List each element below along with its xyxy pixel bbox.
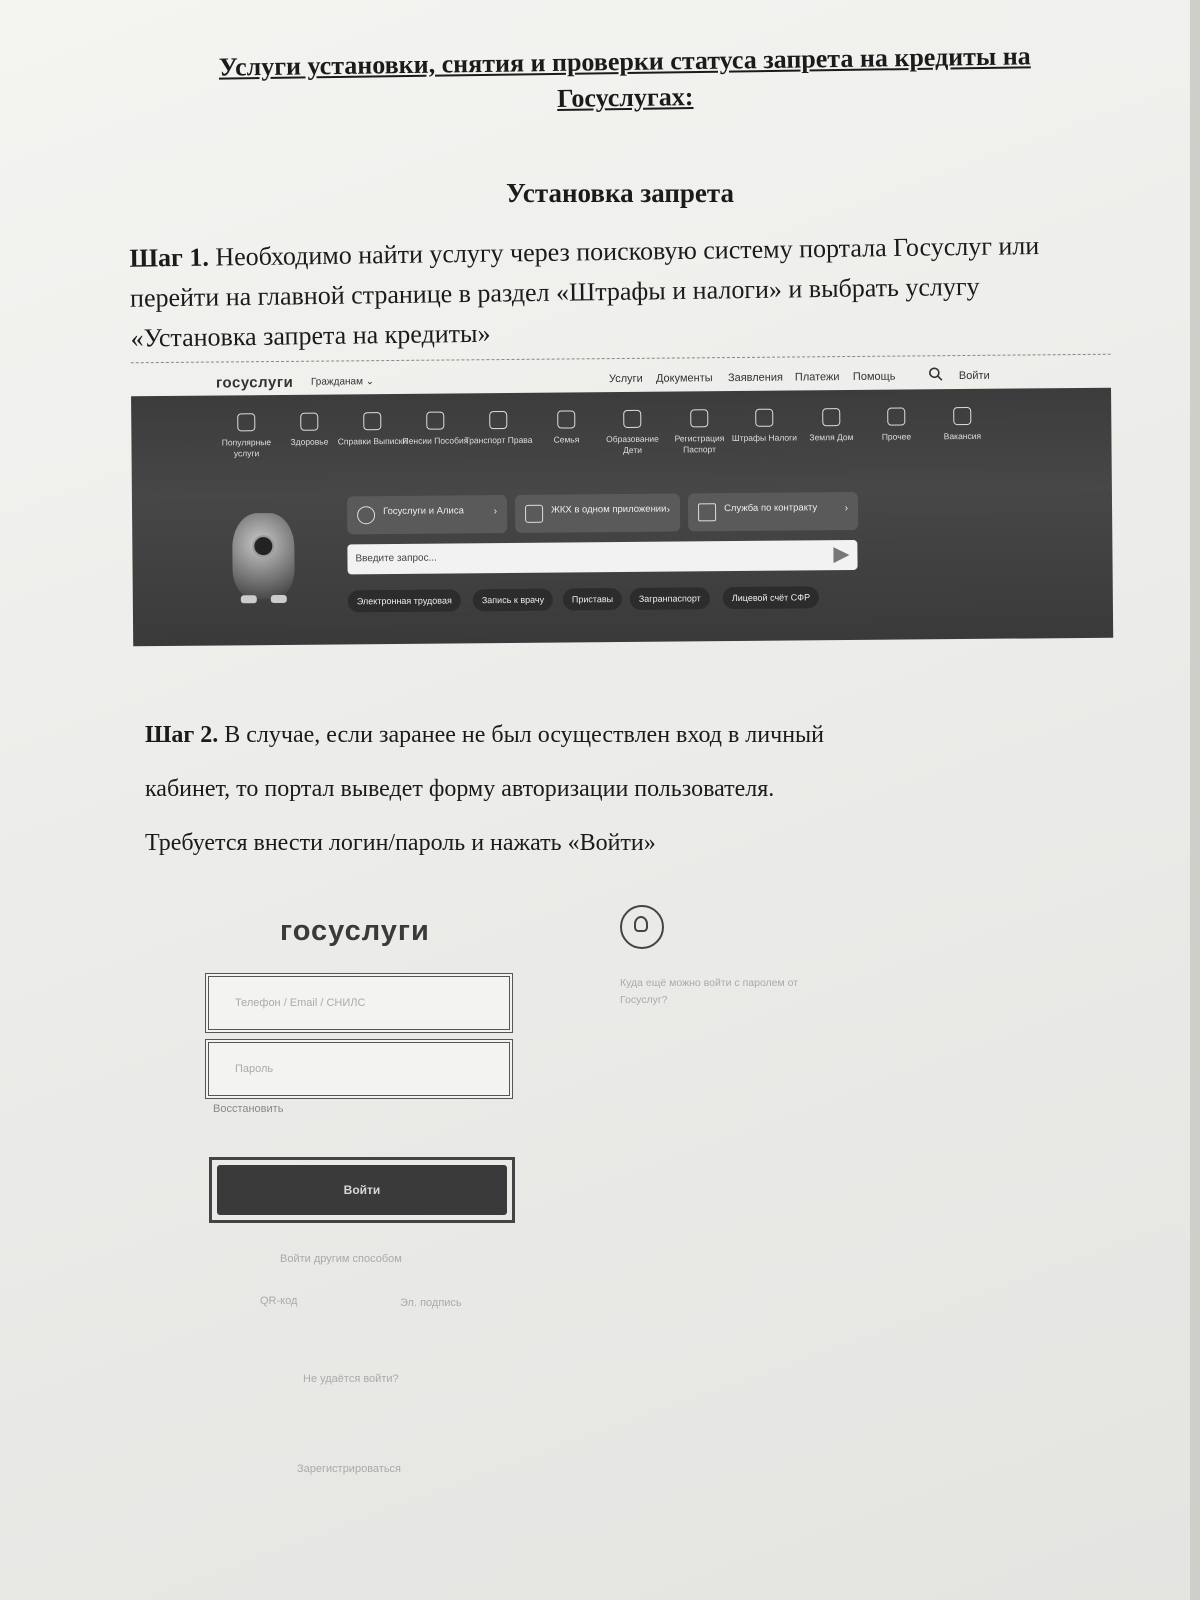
category-other[interactable]: Прочее (861, 407, 931, 443)
portal-logo[interactable]: госуслуги (215, 373, 294, 392)
e-signature-link[interactable]: Эл. подпись (400, 1297, 462, 1309)
restore-link[interactable]: Восстановить (213, 1103, 284, 1115)
nav-item-services[interactable]: Услуги (608, 372, 643, 386)
step-2-paragraph (145, 708, 1045, 870)
register-link[interactable]: Зарегистрироваться (297, 1463, 402, 1475)
step-1-paragraph (129, 225, 1091, 358)
heart-icon (237, 413, 255, 431)
grid-icon (887, 408, 905, 426)
folder-icon (363, 412, 381, 430)
robot-mascot-image (232, 513, 295, 600)
document-title: Услуги установки, снятия и проверки статуса запрета на кредиты на Госуслугах: (218, 41, 1031, 113)
portal-hero (131, 388, 1113, 647)
chip-bailiffs[interactable]: Приставы (563, 588, 622, 611)
plus-icon (300, 413, 318, 431)
category-land-house[interactable]: Земля Дом (796, 408, 866, 444)
chip-work-book[interactable]: Электронная трудовая (348, 589, 461, 612)
chip-doctor[interactable]: Запись к врачу (473, 589, 553, 612)
app-icon (525, 505, 543, 523)
password-field[interactable] (205, 1039, 513, 1099)
category-vacancy[interactable]: Вакансия (927, 407, 997, 443)
promo-contract-service[interactable]: Служба по контракту › (688, 492, 858, 531)
nav-item-help[interactable]: Помощь (852, 370, 896, 383)
login-button-frame (209, 1157, 515, 1223)
promo-housing[interactable]: ЖКХ в одном приложении › (515, 493, 680, 532)
step-1-text: Необходимо найти услугу через поисковую систему портала Госуслуг или перейти на главной странице в раздел «Штрафы и налоги» и выбрать услугу «Установка запрета на кредиты» (129, 231, 1040, 353)
chip-passport[interactable]: Загранпаспорт (630, 587, 710, 610)
portal-search-input[interactable] (347, 540, 857, 574)
other-way-link[interactable]: Войти другим способом (280, 1253, 402, 1265)
lightbulb-icon (620, 905, 664, 949)
send-icon[interactable] (833, 547, 849, 563)
search-icon[interactable] (928, 366, 944, 382)
search-placeholder: Введите запрос... (355, 552, 437, 565)
promo-alice[interactable]: Госуслуги и Алиса › (347, 495, 507, 534)
chevron-right-icon: › (844, 503, 849, 515)
login-screenshot (195, 895, 815, 1515)
chip-sfr-account[interactable]: Лицевой счёт СФР (723, 586, 819, 609)
house-icon (822, 408, 840, 426)
category-popular[interactable]: Популярные услуги (211, 413, 281, 460)
car-icon (489, 411, 507, 429)
qr-code-link[interactable]: QR-код (260, 1295, 298, 1307)
section-title: Установка запрета (506, 178, 734, 208)
chevron-right-icon: › (666, 504, 671, 516)
login-button[interactable]: Войти (217, 1165, 507, 1215)
stroller-icon (557, 410, 575, 428)
alice-icon (357, 506, 375, 524)
category-registration[interactable]: Регистрация Паспорт (664, 409, 734, 456)
portal-screenshot (131, 354, 1113, 653)
password-hint-link[interactable]: Куда ещё можно войти с паролем от Госуслуг? (620, 977, 799, 1006)
login-logo: госуслуги (280, 915, 430, 947)
nav-item-payments[interactable]: Платежи (794, 371, 840, 384)
book-icon (623, 410, 641, 428)
category-certificates[interactable]: Справки Выписки (337, 412, 407, 448)
chevron-right-icon: › (493, 506, 498, 518)
login-placeholder: Телефон / Email / СНИЛС (235, 997, 366, 1009)
step-2-line-3: Требуется внести логин/пароль и нажать «Войти» (145, 830, 656, 856)
step-2-label: Шаг 2. (145, 722, 219, 748)
category-education[interactable]: Образование Дети (597, 410, 667, 457)
category-transport[interactable]: Транспорт Права (463, 411, 533, 447)
wallet-icon (426, 412, 444, 430)
trouble-link[interactable]: Не удаётся войти? (303, 1373, 399, 1385)
category-health[interactable]: Здоровье (274, 412, 344, 448)
category-pensions[interactable]: Пенсии Пособия (400, 411, 470, 447)
step-2-line-2: кабинет, то портал выведет форму авторизации пользователя. (145, 776, 775, 802)
globe-icon (953, 407, 971, 425)
gavel-icon (755, 409, 773, 427)
category-fines-taxes[interactable]: Штрафы Налоги (729, 408, 799, 444)
passport-icon (690, 409, 708, 427)
audience-selector[interactable]: Гражданам ⌄ (310, 376, 375, 388)
login-field[interactable] (205, 973, 513, 1033)
category-family[interactable]: Семья (531, 410, 601, 446)
flag-icon (698, 503, 716, 521)
nav-item-documents[interactable]: Документы (655, 372, 713, 385)
step-2-line-1: В случае, если заранее не был осуществлен вход в личный (224, 722, 825, 748)
nav-item-applications[interactable]: Заявления (727, 371, 783, 385)
login-link[interactable]: Войти (958, 369, 990, 383)
step-1-label: Шаг 1. (129, 242, 210, 273)
password-placeholder: Пароль (235, 1063, 274, 1075)
